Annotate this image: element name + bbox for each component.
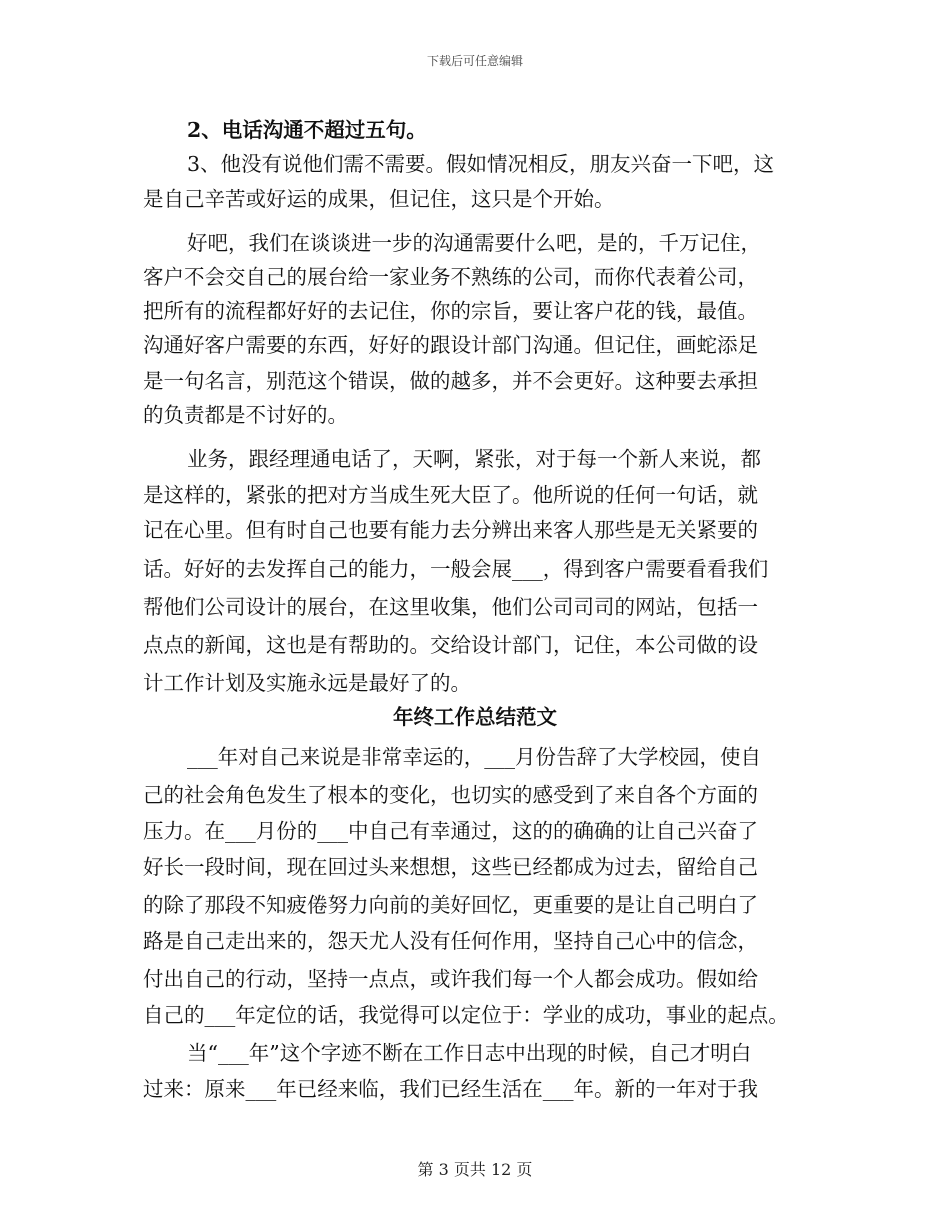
page-header-note: 下载后可任意编辑 bbox=[426, 54, 523, 68]
paragraph-line: 是这样的，紧张的把对方当成生死大臣了。他所说的任何一句话，就 bbox=[143, 483, 758, 507]
paragraph-line: 付出自己的行动，坚持一点点，或许我们每一个人都会成功。假如给 bbox=[143, 967, 758, 991]
section-title: 年终工作总结范文 bbox=[393, 705, 557, 729]
paragraph-line: 好长一段时间，现在回过头来想想，这些已经都成为过去，留给自己 bbox=[143, 855, 758, 879]
paragraph-line: 把所有的流程都好好的去记住，你的宗旨，要让客户花的钱，最值。 bbox=[143, 299, 758, 323]
paragraph-line: 当“___年”这个字迹不断在工作日志中出现的时候，自己才明白 bbox=[187, 1041, 752, 1065]
paragraph-line: 客户不会交自己的展台给一家业务不熟练的公司，而你代表着公司， bbox=[143, 265, 758, 289]
paragraph-line: 帮他们公司设计的展台，在这里收集，他们公司司司的网站，包括一 bbox=[143, 595, 758, 619]
paragraph-line: 自己的___年定位的话，我觉得可以定位于：学业的成功，事业的起点。 bbox=[143, 1003, 789, 1027]
paragraph-line: 压力。在___月份的___中自己有幸通过，这的的确确的让自己兴奋了 bbox=[143, 819, 758, 843]
paragraph-line: 点点的新闻，这也是有帮助的。交给设计部门，记住，本公司做的设 bbox=[143, 633, 758, 657]
paragraph-line: 是自己辛苦或好运的成果，但记住，这只是个开始。 bbox=[143, 187, 615, 211]
page-number: 第 3 页共 12 页 bbox=[417, 1160, 533, 1179]
paragraph-line: 的负责都是不讨好的。 bbox=[143, 403, 348, 427]
paragraph-line: 己的社会角色发生了根本的变化，也切实的感受到了来自各个方面的 bbox=[143, 783, 758, 807]
paragraph-line: ___年对自己来说是非常幸运的，___月份告辞了大学校园，使自 bbox=[187, 745, 761, 769]
paragraph-line: 计工作计划及实施永远是最好了的。 bbox=[143, 671, 471, 695]
paragraph-line: 的除了那段不知疲倦努力向前的美好回忆，更重要的是让自己明白了 bbox=[143, 893, 758, 917]
paragraph-line: 沟通好客户需要的东西，好好的跟设计部门沟通。但记住，画蛇添足 bbox=[143, 333, 758, 357]
paragraph-line: 3、他没有说他们需不需要。假如情况相反，朋友兴奋一下吧，这 bbox=[187, 152, 775, 176]
list-item-heading: 2、电话沟通不超过五句。 bbox=[187, 118, 427, 142]
paragraph-line: 业务，跟经理通电话了，天啊，紧张，对于每一个新人来说，都 bbox=[187, 447, 761, 471]
paragraph-line: 路是自己走出来的，怨天尤人没有任何作用，坚持自己心中的信念， bbox=[143, 929, 758, 953]
paragraph-line: 话。好好的去发挥自己的能力，一般会展___，得到客户需要看看我们 bbox=[143, 557, 769, 581]
paragraph-line: 是一句名言，别范这个错误，做的越多，并不会更好。这种要去承担 bbox=[143, 369, 758, 393]
paragraph-line: 记在心里。但有时自己也要有能力去分辨出来客人那些是无关紧要的 bbox=[143, 518, 758, 542]
paragraph-line: 好吧，我们在谈谈进一步的沟通需要什么吧，是的，千万记住， bbox=[187, 231, 761, 255]
paragraph-line: 过来：原来___年已经来临，我们已经生活在___年。新的一年对于我 bbox=[143, 1077, 758, 1101]
